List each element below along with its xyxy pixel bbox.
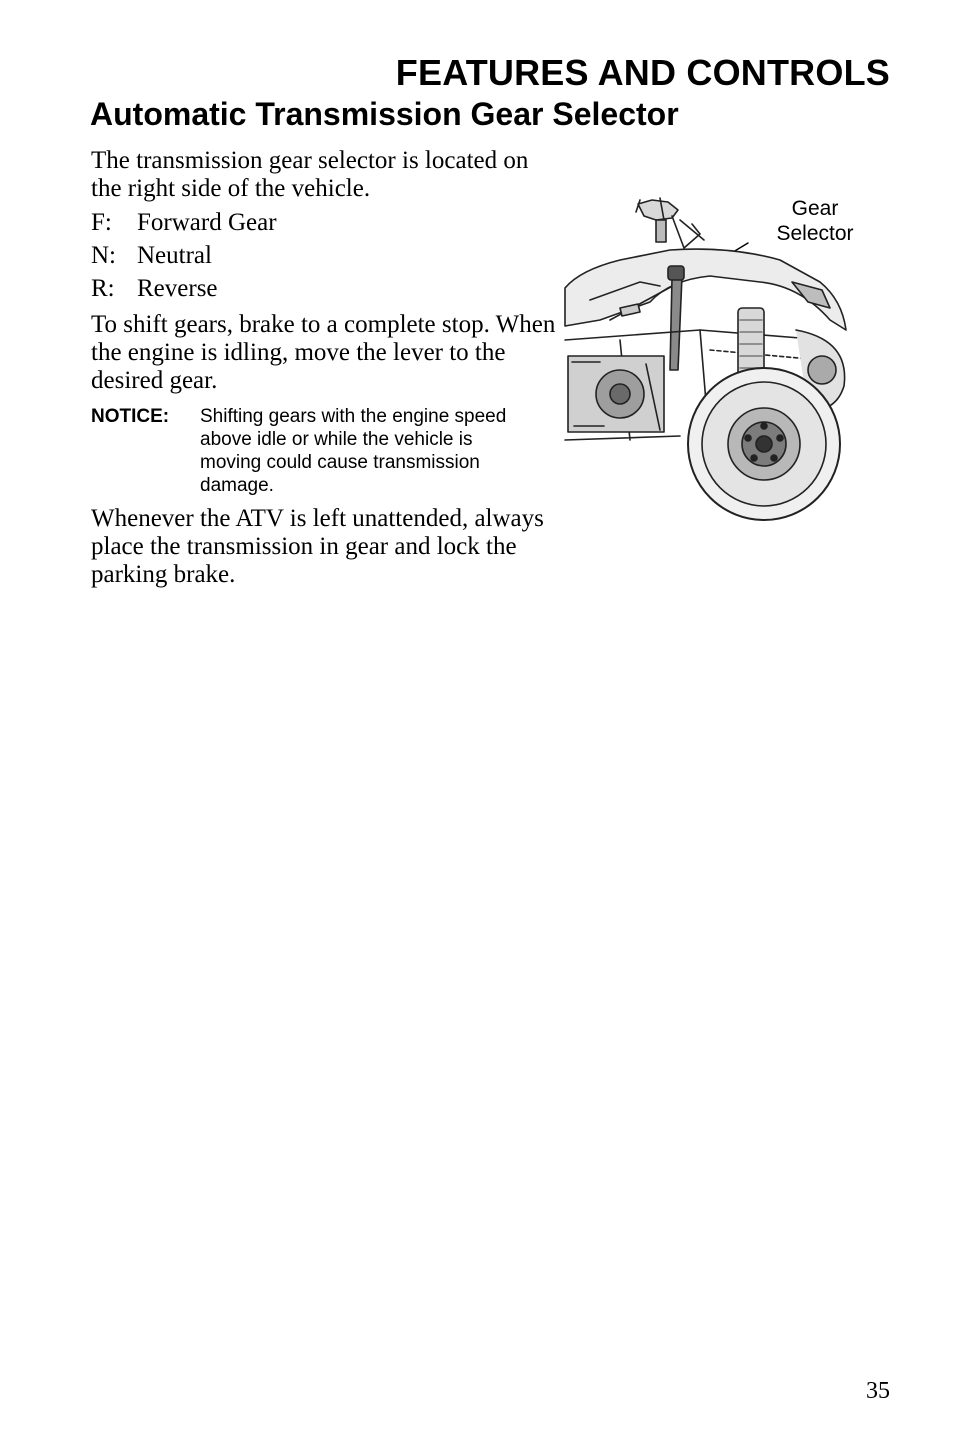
notice-text: Shifting gears with the engine speed above idle or while the vehicle is moving could cause transmission damage. <box>200 406 507 496</box>
unattended-paragraph: Whenever the ATV is left unattended, always place the transmission in gear and lock the parking brake. <box>91 505 544 588</box>
notice-label: NOTICE: <box>91 406 170 427</box>
gear-item-neutral: N: Neutral <box>91 242 212 269</box>
page-number: 35 <box>866 1378 890 1404</box>
page-title: Automatic Transmission Gear Selector <box>90 96 679 132</box>
section-header: FEATURES AND CONTROLS <box>395 52 890 93</box>
gear-selector-callout: Gear Selector <box>776 197 854 245</box>
gear-item-forward: F: Forward Gear <box>91 209 277 236</box>
shift-instructions: To shift gears, brake to a complete stop. When the engine is idling, move the lever to the desired gear. <box>91 311 556 394</box>
intro-paragraph: The transmission gear selector is located on the right side of the vehicle. <box>91 147 529 202</box>
gear-item-reverse: R: Reverse <box>91 275 218 302</box>
atv-illustration-icon <box>560 190 860 530</box>
gear-list <box>91 206 277 305</box>
